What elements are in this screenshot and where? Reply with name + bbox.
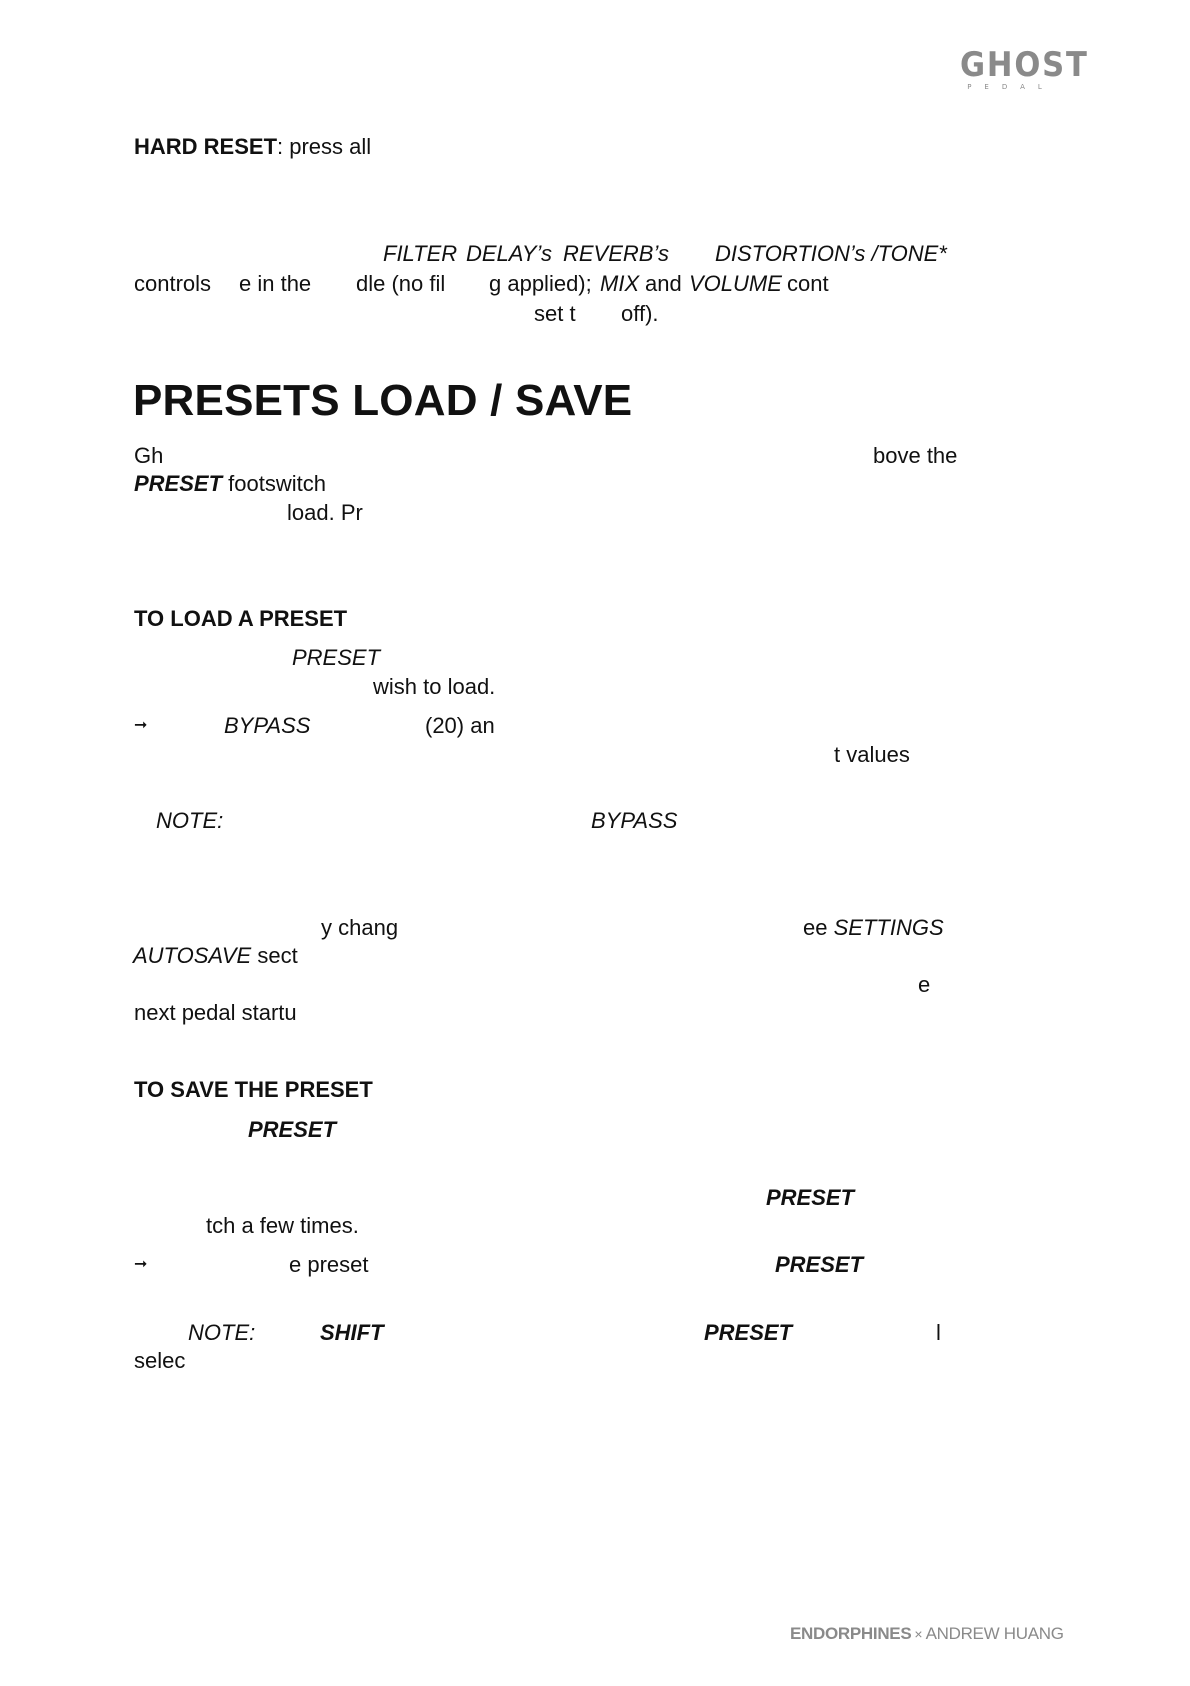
intro-preset-line — [134, 471, 326, 497]
logo-wordmark: GHOST — [960, 45, 1089, 85]
load-wish: wish to load. — [373, 674, 496, 699]
in-the-text: e in the — [239, 271, 312, 296]
save-heading: TO SAVE THE PRESET — [134, 1077, 373, 1102]
hard-reset-text: : press all — [277, 134, 372, 159]
intro-gh: Gh — [134, 443, 164, 468]
load-preset-term: PRESET — [292, 645, 381, 670]
cont-text: cont — [787, 271, 829, 296]
set-text: set t — [534, 301, 576, 326]
load-note-label: NOTE: — [156, 808, 224, 833]
footer-brand — [790, 1622, 1064, 1648]
load-heading: TO LOAD A PRESET — [134, 606, 348, 631]
middle-text: dle (no fil — [356, 271, 446, 296]
intro-load: load. Pr — [287, 500, 363, 525]
distortion-term: DISTORTION’s /TONE* — [715, 241, 947, 266]
intro-preset: PRESET — [134, 471, 223, 496]
save-selec: selec — [134, 1348, 186, 1373]
applied-text: g applied); — [489, 271, 592, 296]
intro-footswitch: footswitch — [228, 471, 326, 496]
load-note-bypass: BYPASS — [591, 808, 678, 833]
off-text: off). — [621, 301, 659, 326]
save-l: l — [936, 1320, 941, 1345]
intro-above: bove the — [873, 443, 958, 468]
load-bypass-term: BYPASS — [224, 713, 311, 738]
autosave-line — [133, 943, 298, 969]
autosave-sect: sect — [257, 943, 298, 968]
save-preset-term-2: PRESET — [766, 1185, 855, 1210]
hard-reset-line — [134, 134, 371, 160]
section-title: PRESETS LOAD / SAVE — [133, 376, 633, 425]
arrow-icon: ➞ — [134, 1256, 148, 1273]
ghost-pedal-logo — [955, 45, 1089, 98]
controls-text: controls — [134, 271, 212, 296]
footer-separator: × — [914, 1626, 923, 1642]
load-values: t values — [834, 742, 910, 767]
settings-term: SETTINGS — [833, 915, 944, 940]
and-text: and — [645, 271, 682, 296]
footer-brand-endorphines: ENDORPHINES — [790, 1624, 912, 1643]
load-see: ee — [803, 915, 828, 940]
volume-term: VOLUME — [689, 271, 782, 296]
shift-term: SHIFT — [320, 1320, 384, 1345]
save-note-label: NOTE: — [188, 1320, 256, 1345]
delay-term: DELAY’s — [466, 241, 553, 266]
load-e: e — [918, 972, 931, 997]
save-times: tch a few times. — [206, 1213, 359, 1238]
mix-term: MIX — [600, 271, 640, 296]
arrow-icon: ➞ — [134, 717, 148, 734]
load-paren: (20) an — [425, 713, 495, 738]
autosave-term: AUTOSAVE — [133, 943, 252, 968]
see-settings-line — [803, 915, 944, 941]
footer-brand-andrew-huang: ANDREW HUANG — [925, 1624, 1064, 1643]
logo-subtitle: PEDAL — [967, 83, 1055, 91]
load-startup: next pedal startu — [134, 1000, 297, 1025]
reverb-term: REVERB’s — [563, 241, 669, 266]
load-chang: y chang — [321, 915, 399, 940]
hard-reset-label: HARD RESET — [134, 134, 278, 159]
save-epreset: e preset — [289, 1252, 369, 1277]
save-preset-term-1: PRESET — [248, 1117, 337, 1142]
save-preset-term-4: PRESET — [704, 1320, 793, 1345]
filter-term: FILTER — [383, 241, 458, 266]
save-preset-term-3: PRESET — [775, 1252, 864, 1277]
